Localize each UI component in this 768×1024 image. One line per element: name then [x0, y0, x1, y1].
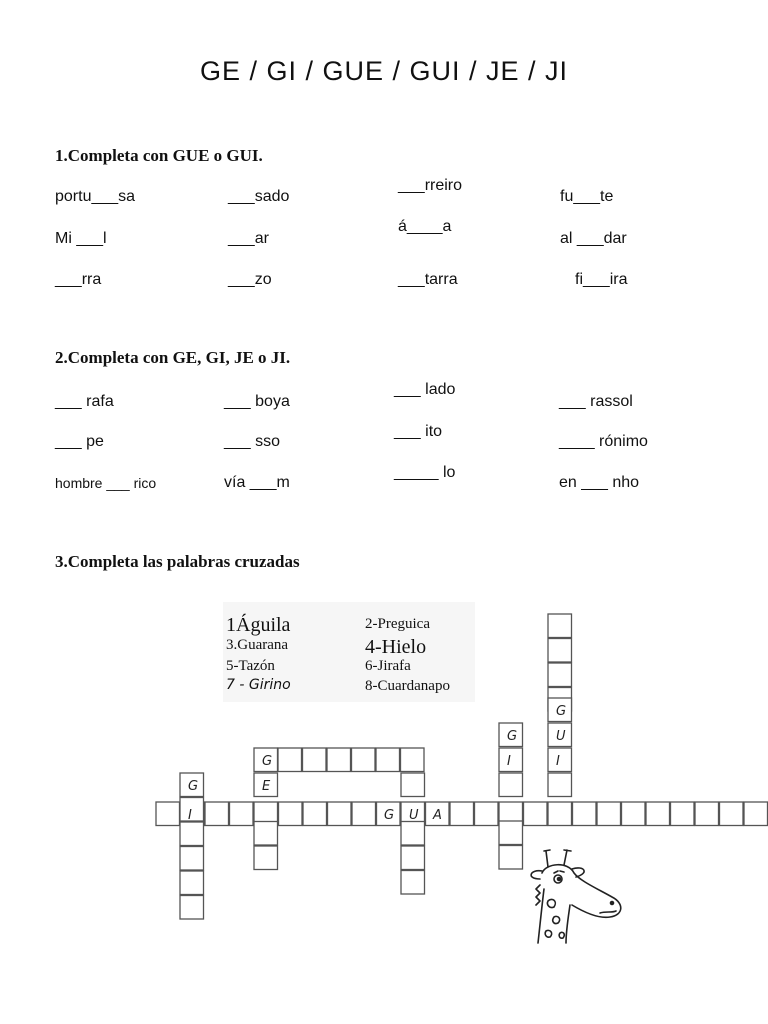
crossword-cell[interactable] [156, 802, 180, 826]
page-title: GE / GI / GUE / GUI / JE / JI [199, 56, 569, 86]
crossword-letter: G [507, 729, 518, 744]
s1-item: ___rra [55, 271, 102, 288]
crossword-cell[interactable] [524, 802, 548, 826]
crossword-cell[interactable] [401, 773, 425, 797]
crossword-cell[interactable] [450, 802, 474, 826]
crossword-cell[interactable] [671, 802, 695, 826]
clue: 7 - Girino [226, 677, 291, 693]
crossword-letter: I [188, 808, 192, 823]
s1-item: ___ar [228, 230, 269, 247]
crossword-cell[interactable] [695, 802, 719, 826]
crossword-cell[interactable] [573, 802, 597, 826]
clue: 2-Preguica [365, 616, 430, 632]
crossword-cell[interactable] [180, 896, 204, 920]
s1-item: ___rreiro [398, 177, 463, 194]
s2-item: ___ pe [55, 433, 104, 450]
s2-item: en ___ nho [559, 474, 640, 491]
crossword-cell[interactable] [548, 639, 572, 663]
crossword-cell[interactable] [548, 614, 572, 638]
crossword-cell[interactable] [376, 748, 400, 772]
s2-item: ___ rafa [55, 393, 114, 410]
crossword-cell[interactable] [548, 773, 572, 797]
crossword-cell[interactable] [230, 802, 254, 826]
crossword-cell[interactable] [254, 822, 278, 846]
clue: 4-Hielo [365, 636, 427, 658]
s2-item: ___ rassol [559, 393, 633, 410]
crossword-cell[interactable] [279, 802, 303, 826]
crossword-cell[interactable] [180, 822, 204, 846]
crossword-cell[interactable] [352, 802, 376, 826]
crossword-letter: G [262, 754, 273, 769]
section-1-heading: 1.Completa con GUE o GUI. [55, 146, 263, 165]
crossword-letter: G [556, 704, 567, 719]
crossword-cell[interactable] [303, 748, 327, 772]
s2-item: ___ lado [394, 381, 456, 398]
s2-item: vía ___m [224, 474, 290, 491]
crossword-cell[interactable] [597, 802, 621, 826]
s1-item: á____a [398, 218, 452, 235]
crossword-letter: I [556, 754, 560, 769]
s2-item: ___ sso [224, 433, 281, 450]
crossword-letter: G [188, 779, 199, 794]
crossword-cell[interactable] [646, 802, 670, 826]
s1-item: ___sado [228, 188, 290, 205]
clue: 8-Cuardanapo [365, 678, 450, 694]
crossword-cell[interactable] [499, 821, 523, 845]
crossword-cell[interactable] [401, 871, 425, 895]
crossword-cell[interactable] [548, 802, 572, 826]
crossword-letter: G [384, 808, 395, 823]
s2-item: ____ rónimo [559, 433, 648, 450]
crossword-cell[interactable] [303, 802, 327, 826]
s1-item: Mi ___l [55, 230, 107, 247]
crossword-cell[interactable] [720, 802, 744, 826]
giraffe-drawing-icon [520, 845, 635, 945]
clue: 6-Jirafa [365, 658, 411, 674]
s2-item: hombre ___ rico [55, 475, 157, 491]
crossword-cell[interactable] [180, 871, 204, 895]
crossword-letter: A [433, 808, 442, 823]
crossword-cell[interactable] [327, 748, 351, 772]
s2-item: ___ ito [394, 423, 443, 440]
crossword-letter: U [409, 808, 419, 823]
crossword-cell[interactable] [401, 846, 425, 870]
s1-item: ___zo [228, 271, 272, 288]
s1-item: ___tarra [398, 271, 458, 288]
section-2-heading: 2.Completa con GE, GI, JE o JI. [55, 348, 291, 367]
crossword-cell[interactable] [622, 802, 646, 826]
crossword-cell[interactable] [254, 846, 278, 870]
crossword-letter: E [262, 779, 271, 794]
crossword-cell[interactable] [352, 748, 376, 772]
s1-item: portu___sa [55, 188, 136, 205]
clue: 5-Tazón [226, 658, 275, 674]
crossword-cell[interactable] [475, 802, 499, 826]
crossword-cell[interactable] [278, 748, 302, 772]
crossword-cell[interactable] [744, 802, 768, 826]
s1-item: fi___ira [575, 271, 628, 288]
crossword-cell[interactable] [180, 847, 204, 871]
crossword-cell[interactable] [401, 822, 425, 846]
crossword-cell[interactable] [499, 846, 523, 870]
crossword-letter: U [556, 729, 566, 744]
s1-item: fu___te [560, 188, 614, 205]
clue: 3.Guarana [226, 637, 289, 653]
crossword-cell[interactable] [205, 802, 229, 826]
crossword-cell[interactable] [499, 773, 523, 797]
crossword-letter: I [507, 754, 511, 769]
s2-item: ___ boya [224, 393, 290, 410]
s1-item: al ___dar [560, 230, 627, 247]
s2-item: _____ lo [394, 464, 456, 481]
section-3-heading: 3.Completa las palabras cruzadas [55, 552, 300, 571]
crossword-cell[interactable] [548, 663, 572, 687]
clue: 1Águila [226, 614, 291, 636]
crossword-cell[interactable] [401, 748, 425, 772]
crossword-cell[interactable] [328, 802, 352, 826]
